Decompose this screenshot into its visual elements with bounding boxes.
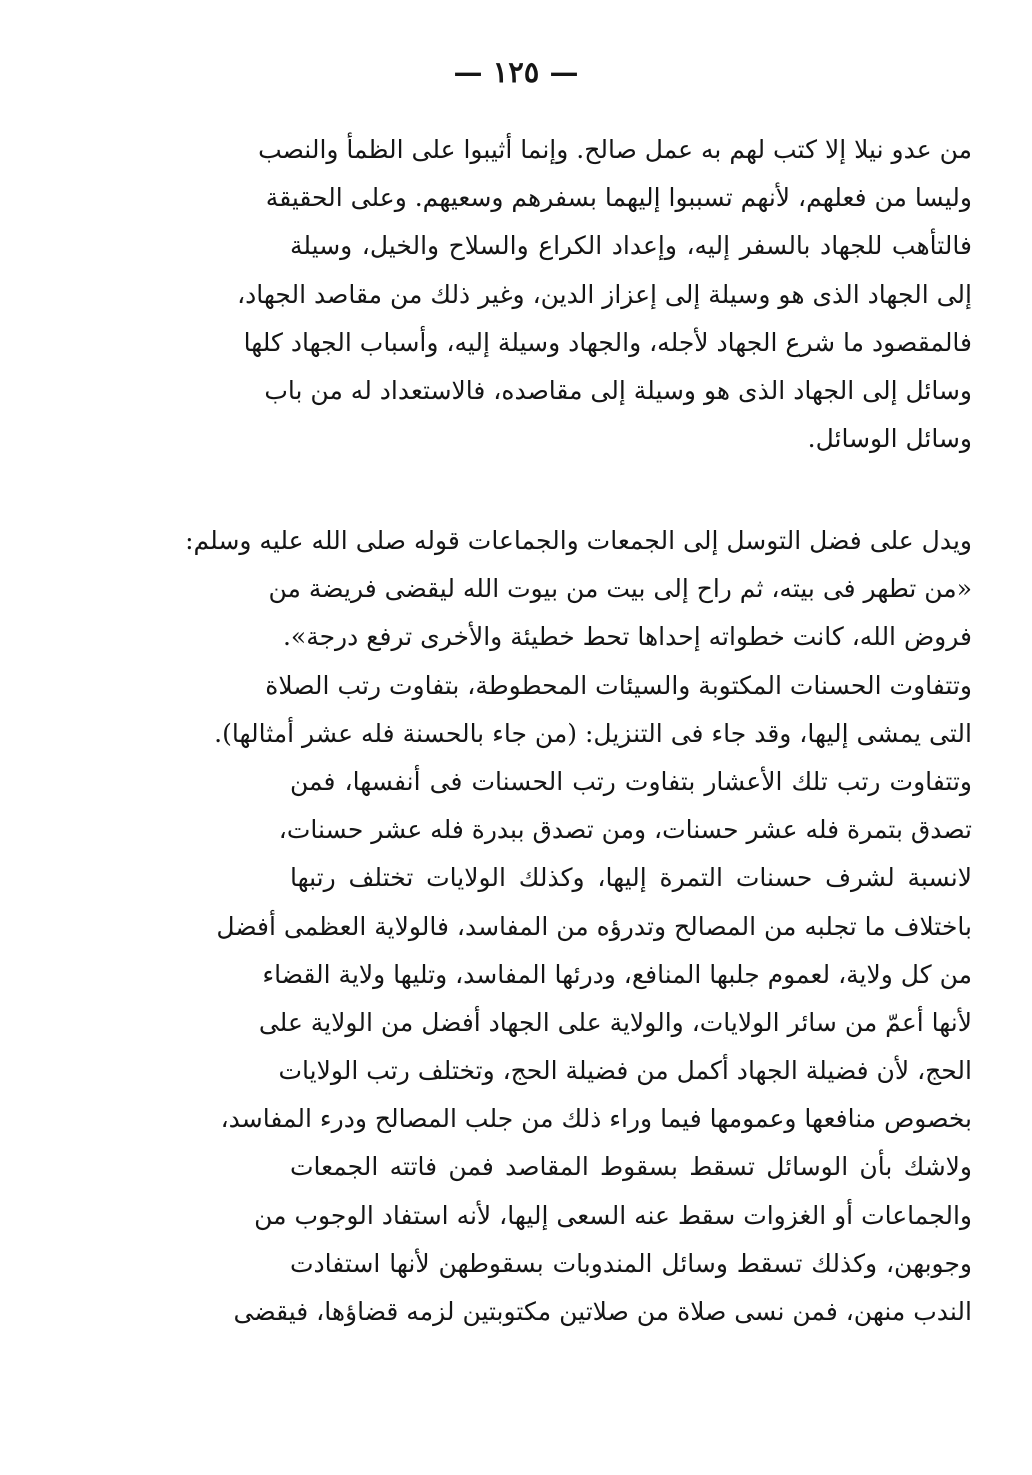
text-line: وليسا من فعلهم، لأنهم تسببوا إليهما بسفرهم وسعيهم. وعلى الحقيقة — [265, 183, 972, 213]
text-line: التى يمشى إليها، وقد جاء فى التنزيل: (من جاء بالحسنة فله عشر أمثالها). — [214, 718, 972, 748]
text-line: ولاشك بأن الوسائل تسقط بسقوط المقاصد فمن فاتته الجمعات — [290, 1152, 972, 1182]
paragraph-1 — [237, 126, 972, 463]
text-line: «من تطهر فى بيته، ثم راح إلى بيت من بيوت الله ليقضى فريضة من — [268, 574, 972, 604]
text-line: بخصوص منافعها وعمومها فيما وراء ذلك من جلب المصالح ودرء المفاسد، — [220, 1104, 972, 1134]
text-line: الندب منهن، فمن نسى صلاة من صلاتين مكتوبتين لزمه قضاؤها، فيقضى — [233, 1297, 972, 1326]
paragraph-2 — [185, 517, 972, 1336]
text-line: الحج، لأن فضيلة الجهاد أكمل من فضيلة الحج، وتختلف رتب الولايات — [278, 1056, 972, 1086]
text-line: لأنها أعمّ من سائر الولايات، والولاية على الجهاد أفضل من الولاية على — [258, 1007, 972, 1037]
text-line: تصدق بتمرة فله عشر حسنات، ومن تصدق ببدرة فله عشر حسنات، — [278, 815, 972, 845]
text-line: فروض الله، كانت خطواته إحداها تحط خطيئة والأخرى ترفع درجة». — [282, 622, 972, 652]
text-line: من كل ولاية، لعموم جلبها المنافع، ودرئها المفاسد، وتليها ولاية القضاء — [262, 959, 972, 989]
text-line: فالتأهب للجهاد بالسفر إليه، وإعداد الكراع والسلاح والخيل، وسيلة — [290, 231, 972, 261]
text-line: فالمقصود ما شرع الجهاد لأجله، والجهاد وسيلة إليه، وأسباب الجهاد كلها — [243, 327, 972, 357]
text-line: والجماعات أو الغزوات سقط عنه السعى إليها، لأنه استفاد الوجوب من — [254, 1200, 972, 1230]
text-line: وجوبهن، وكذلك تسقط وسائل المندوبات بسقوطهن لأنها استفادت — [290, 1248, 972, 1278]
text-line: وسائل الوسائل. — [807, 424, 972, 454]
text-line: من عدو نيلا إلا كتب لهم به عمل صالح. وإنما أثيبوا على الظمأ والنصب — [258, 135, 972, 164]
text-line: وتتفاوت الحسنات المكتوبة والسيئات المحطوطة، بتفاوت رتب الصلاة — [265, 670, 972, 700]
text-line: باختلاف ما تجلبه من المصالح وتدرؤه من المفاسد، فالولاية العظمى أفضل — [216, 911, 972, 941]
text-line: لانسبة لشرف حسنات التمرة إليها، وكذلك الولايات تختلف رتبها — [290, 863, 972, 893]
text-line: ويدل على فضل التوسل إلى الجمعات والجماعات قوله صلى الله عليه وسلم: — [185, 526, 972, 555]
text-line: وسائل إلى الجهاد الذى هو وسيلة إلى مقاصده، فالاستعداد له من باب — [264, 375, 972, 405]
page-number: — ١٢٥ — — [453, 55, 579, 89]
text-line: وتتفاوت رتب تلك الأعشار بتفاوت رتب الحسنات فى أنفسها، فمن — [290, 766, 972, 796]
text-line: إلى الجهاد الذى هو وسيلة إلى إعزاز الدين، وغير ذلك من مقاصد الجهاد، — [237, 279, 972, 309]
